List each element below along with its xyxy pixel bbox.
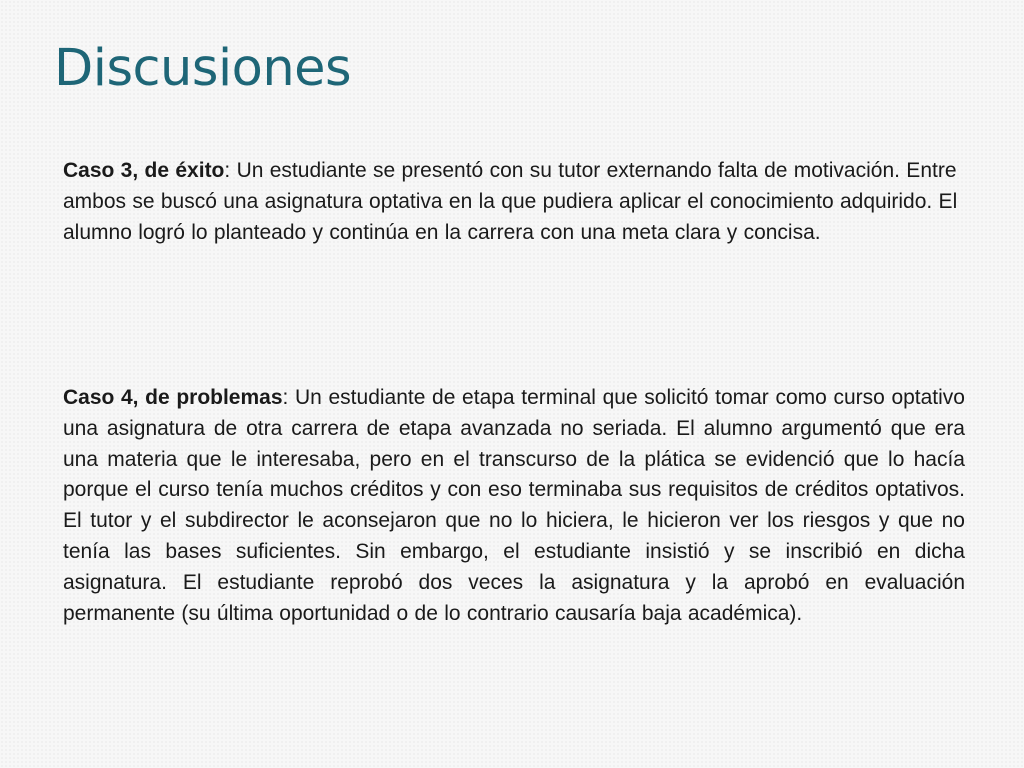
case-4-paragraph: [63, 383, 965, 629]
case-4-heading: Caso 4, de problemas: [63, 386, 283, 409]
slide-title: Discusiones: [54, 39, 352, 98]
case-3-heading: Caso 3, de éxito: [63, 159, 225, 182]
case-4-body: Un estudiante de etapa terminal que solicitó tomar como curso optativo una asignatura de otra carrera de etapa avanzada no seriada. El alumno argumentó que era una materia que le interesaba, pero en el transcurso de la plática se evidenció que lo hacía porque el curso tenía muchos créditos y con eso terminaba sus requisitos de créditos optativos. El tutor y el subdirector le aconsejaron que no lo hiciera, le hicieron ver los riesgos y que no tenía las bases suficientes. Sin embargo, el estudiante insistió y se inscribió en dicha asignatura. El estudiante reprobó dos veces la asignatura y la aprobó en evaluación permanente (su última oportunidad o de lo contrario causaría baja académica).: [63, 386, 965, 625]
case-3-separator: :: [224, 159, 231, 182]
case-3-paragraph: [63, 156, 965, 248]
case-4-separator: :: [282, 386, 289, 409]
case-3-body: Un estudiante se presentó con su tutor externando falta de motivación. Entre ambos se buscó una asignatura optativa en la que pudiera aplicar el conocimiento adquirido. El alumno logró lo planteado y continúa en la carrera con una meta clara y concisa.: [63, 159, 958, 244]
